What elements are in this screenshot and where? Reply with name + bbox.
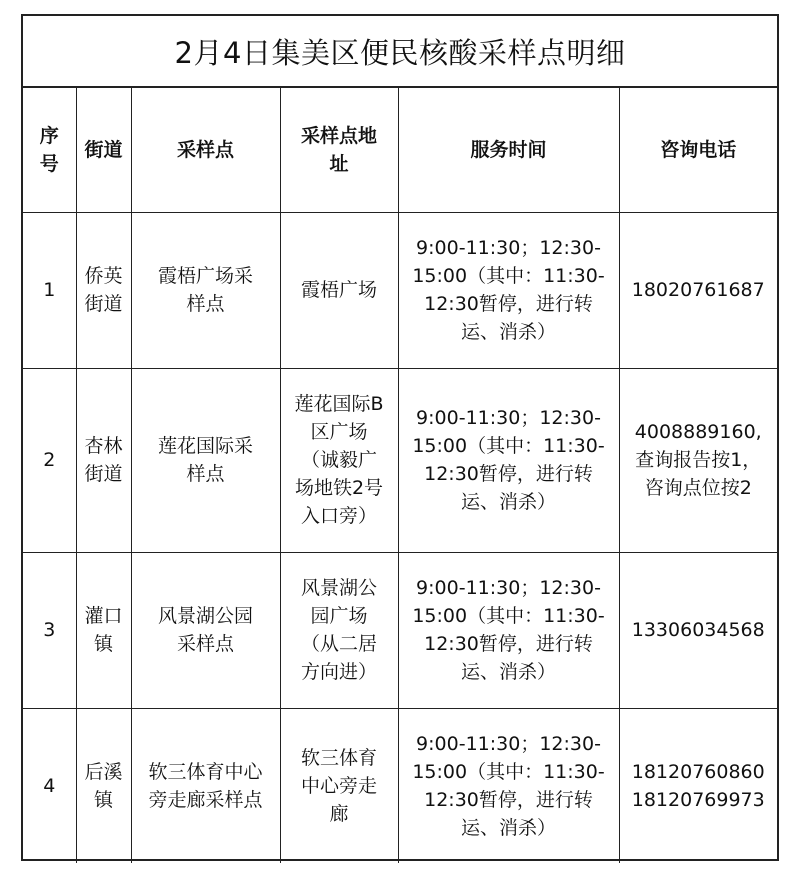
cell-no: 2: [23, 368, 76, 552]
header-phone: 咨询电话: [619, 88, 777, 212]
cell-address: 软三体育中心旁走廊: [280, 708, 398, 863]
cell-street: 侨英街道: [76, 212, 131, 368]
cell-street: 后溪镇: [76, 708, 131, 863]
cell-phone: 18020761687: [619, 212, 777, 368]
table-row: [23, 708, 777, 863]
header-hours: 服务时间: [398, 88, 619, 212]
header-no: 序号: [23, 88, 76, 212]
cell-no: 4: [23, 708, 76, 863]
cell-no: 1: [23, 212, 76, 368]
cell-site: 风景湖公园采样点: [131, 552, 280, 708]
sampling-sites-sheet: [21, 14, 779, 861]
table-header-row: [23, 88, 777, 212]
cell-hours: 9:00-11:30；12:30-15:00（其中：11:30-12:30暂停，进行转运、消杀）: [398, 368, 619, 552]
cell-no: 3: [23, 552, 76, 708]
cell-hours: 9:00-11:30；12:30-15:00（其中：11:30-12:30暂停，进行转运、消杀）: [398, 552, 619, 708]
cell-site: 霞梧广场采样点: [131, 212, 280, 368]
table-row: [23, 368, 777, 552]
cell-site: 莲花国际采样点: [131, 368, 280, 552]
header-street: 街道: [76, 88, 131, 212]
cell-phone: 1812076086018120769973: [619, 708, 777, 863]
sampling-sites-table: [23, 88, 777, 863]
page-title: 2月4日集美区便民核酸采样点明细: [23, 16, 777, 88]
cell-address: 莲花国际B区广场（诚毅广场地铁2号入口旁）: [280, 368, 398, 552]
cell-address: 霞梧广场: [280, 212, 398, 368]
cell-hours: 9:00-11:30；12:30-15:00（其中：11:30-12:30暂停，进行转运、消杀）: [398, 708, 619, 863]
cell-hours: 9:00-11:30；12:30-15:00（其中：11:30-12:30暂停，进行转运、消杀）: [398, 212, 619, 368]
cell-address: 风景湖公园广场（从二居方向进）: [280, 552, 398, 708]
header-site: 采样点: [131, 88, 280, 212]
cell-site: 软三体育中心旁走廊采样点: [131, 708, 280, 863]
cell-street: 杏林街道: [76, 368, 131, 552]
table-row: [23, 552, 777, 708]
cell-street: 灌口镇: [76, 552, 131, 708]
header-address: 采样点地址: [280, 88, 398, 212]
table-row: [23, 212, 777, 368]
cell-phone: 4008889160,查询报告按1，咨询点位按2: [619, 368, 777, 552]
cell-phone: 13306034568: [619, 552, 777, 708]
